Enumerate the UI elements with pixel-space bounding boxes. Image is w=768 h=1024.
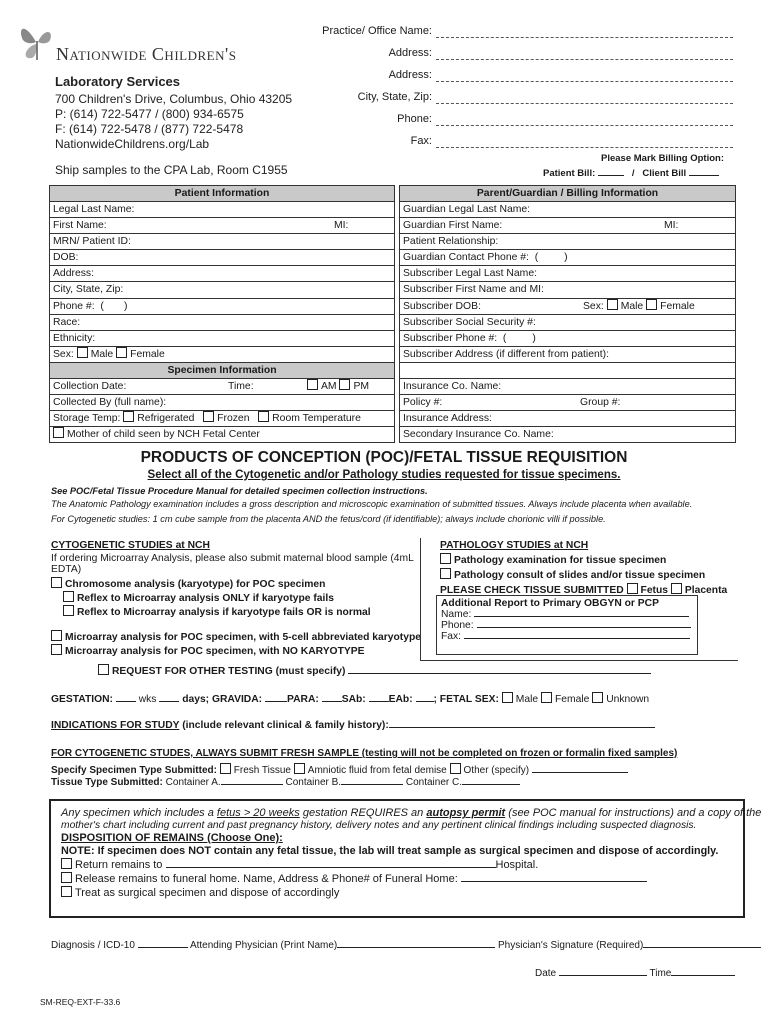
patient-bill-input[interactable] — [598, 175, 624, 176]
patient-relationship-field[interactable]: Patient Relationship: — [400, 234, 735, 250]
treat-surgical-option: Treat as surgical specimen and dispose of accordingly — [61, 886, 733, 899]
fetus-checkbox[interactable] — [627, 583, 638, 594]
subscriber-dob-field[interactable]: Subscriber DOB: Sex: Male Female — [400, 299, 735, 315]
practice-label: Practice/ Office Name: — [322, 25, 432, 37]
billing-prompt: Please Mark Billing Option: — [601, 153, 724, 164]
city-label: City, State, Zip: — [357, 91, 432, 103]
fax-input[interactable] — [436, 147, 733, 148]
signature-input[interactable] — [643, 947, 761, 948]
patient-bill-label: Patient Bill: — [543, 168, 596, 179]
time-input[interactable] — [671, 975, 735, 976]
other-specify-checkbox[interactable] — [450, 763, 461, 774]
diagnosis-input[interactable] — [138, 947, 188, 948]
container-c-input[interactable] — [462, 784, 520, 785]
ethnicity-field[interactable]: Ethnicity: — [50, 331, 394, 347]
additional-report-title: Additional Report to Primary OBGYN or PCP — [441, 598, 659, 609]
refrigerated-checkbox[interactable] — [123, 411, 134, 422]
logo — [16, 18, 256, 68]
tissue-check-option: PLEASE CHECK TISSUE SUBMITTED Fetus Placenta — [440, 585, 728, 596]
gravida-input[interactable] — [265, 701, 287, 702]
container-b-input[interactable] — [341, 784, 403, 785]
address-label: Address: — [388, 47, 432, 59]
micro5-option: Microarray analysis for POC specimen, with 5-cell abbreviated karyotype — [51, 630, 431, 643]
autopsy-box — [49, 799, 762, 918]
additional-report-box — [436, 595, 698, 655]
guardian-first-name-field[interactable]: Guardian First Name: MI: — [400, 218, 735, 234]
lab-services-title: Laboratory Services — [55, 74, 181, 89]
fax-label: Fax: — [410, 135, 432, 147]
microarray-note: If ordering Microarray Analysis, please also submit maternal blood sample (4mL EDTA) — [51, 553, 414, 575]
fresh-sample-note: FOR CYTOGENETIC STUDES, ALWAYS SUBMIT FRESH SAMPLE (testing will not be completed on frozen or formalin fixed samples) — [51, 748, 678, 759]
form-id: SM-REQ-EXT-F-33.6 — [40, 997, 121, 1007]
wks-input[interactable] — [116, 701, 136, 702]
lab-phone: P: (614) 722-5477 / (800) 934-6575 — [55, 107, 244, 121]
reflex1-checkbox[interactable] — [63, 591, 74, 602]
billing-options: Patient Bill: / Client Bill — [543, 168, 719, 179]
anatomic-note: The Anatomic Pathology examination includes a gross description and microscopic examination of submitted tissues. Always include placenta when available. — [51, 499, 693, 509]
collected-by-field[interactable]: Collected By (full name): — [50, 395, 394, 411]
subscriber-last-name-field[interactable]: Subscriber Legal Last Name: — [400, 266, 735, 282]
legal-last-name-field[interactable]: Legal Last Name: — [50, 202, 394, 218]
phone-input[interactable] — [436, 125, 733, 126]
lab-fax: F: (614) 722-5478 / (877) 722-5478 — [55, 122, 244, 136]
disposition-note: NOTE: If specimen does NOT contain any fetal tissue, the lab will treat sample as surgical specimen and dispose of accordingly. — [61, 845, 719, 857]
footer-signature-row: Diagnosis / ICD-10 Attending Physician (Print Name) Physician's Signature (Required) — [51, 940, 761, 951]
butterfly-logo-icon — [16, 18, 58, 66]
path-consult-checkbox[interactable] — [440, 568, 451, 579]
fetal-male-checkbox[interactable] — [502, 692, 513, 703]
report-fax-field[interactable]: Fax: — [441, 631, 693, 642]
chromosome-option: Chromosome analysis (karyotype) for POC specimen — [51, 577, 431, 590]
address2-label: Address: — [388, 69, 432, 81]
insurance-name-field[interactable]: Insurance Co. Name: — [400, 379, 735, 395]
reflex2-checkbox[interactable] — [63, 605, 74, 616]
request-other-checkbox[interactable] — [98, 664, 109, 675]
phone-label: Phone: — [397, 113, 432, 125]
attending-input[interactable] — [337, 947, 495, 948]
return-hospital-input[interactable] — [166, 867, 496, 868]
form-title: PRODUCTS OF CONCEPTION (POC)/FETAL TISSUE REQUISITION — [140, 449, 628, 466]
mother-fetal-center-field: Mother of child seen by NCH Fetal Center — [50, 427, 394, 443]
fresh-tissue-checkbox[interactable] — [220, 763, 231, 774]
autopsy-line2: mother's chart including current and past pregnancy history, delivery notes and any pertinent clinical findings including suspected diagnosis. — [61, 820, 697, 831]
am-checkbox[interactable] — [307, 379, 318, 390]
autopsy-line1: Any specimen which includes a fetus > 20 weeks gestation REQUIRES an autopsy permit (see POC manual for instructions) and a copy of the — [61, 807, 762, 819]
mother-fetal-center-checkbox[interactable] — [53, 427, 64, 438]
footer-date-row: Date Time — [535, 968, 735, 979]
other-specify-input[interactable] — [532, 772, 628, 773]
lab-address: 700 Children's Drive, Columbus, Ohio 43205 — [55, 92, 293, 106]
amniotic-checkbox[interactable] — [294, 763, 305, 774]
tissue-type-row: Tissue Type Submitted: Container A. Container B. Container C. — [51, 777, 520, 788]
return-remains-checkbox[interactable] — [61, 858, 72, 869]
patient-info-header: Patient Information — [50, 186, 394, 202]
guardian-billing-table — [399, 185, 736, 443]
para-input[interactable] — [322, 701, 342, 702]
cytogenetic-header: CYTOGENETIC STUDIES at NCH — [51, 540, 210, 551]
client-bill-label: Client Bill — [642, 168, 687, 179]
race-field[interactable]: Race: — [50, 315, 394, 331]
report-name-field[interactable]: Name: — [441, 609, 693, 620]
sab-input[interactable] — [369, 701, 389, 702]
return-remains-option: Return remains to Hospital. — [61, 858, 733, 871]
sex-female-checkbox[interactable] — [116, 347, 127, 358]
path-consult-option: Pathology consult of slides and/or tissue specimen — [440, 568, 740, 581]
pathology-section — [440, 540, 740, 596]
disposition-header: DISPOSITION OF REMAINS (Choose One): — [61, 832, 283, 844]
address2-input[interactable] — [436, 81, 733, 82]
placenta-checkbox[interactable] — [671, 583, 682, 594]
storage-temp-field: Storage Temp: Refrigerated Frozen Room Temperature — [50, 411, 394, 427]
subscriber-address-field[interactable]: Subscriber Address (if different from patient): — [400, 347, 735, 363]
specimen-type-row: Specify Specimen Type Submitted: Fresh Tissue Amniotic fluid from fetal demise Other (specify) — [51, 763, 628, 776]
micro-no-checkbox[interactable] — [51, 644, 62, 655]
indications-input[interactable] — [389, 727, 655, 728]
sex-male-checkbox[interactable] — [77, 347, 88, 358]
patient-address-field[interactable]: Address: — [50, 266, 394, 282]
subscriber-phone-field[interactable]: Subscriber Phone #: ( ) — [400, 331, 735, 347]
eab-input[interactable] — [416, 701, 434, 702]
subscriber-ssn-field[interactable]: Subscriber Social Security #: — [400, 315, 735, 331]
chromosome-checkbox[interactable] — [51, 577, 62, 588]
report-phone-field[interactable]: Phone: — [441, 620, 693, 631]
patient-city-field[interactable]: City, State, Zip: — [50, 282, 394, 298]
request-other-testing: REQUEST FOR OTHER TESTING (must specify) — [98, 664, 651, 677]
practice-input[interactable] — [436, 37, 733, 38]
path-exam-option: Pathology examination for tissue specimen — [440, 553, 740, 566]
patient-phone-field[interactable]: Phone #: ( ) — [50, 299, 394, 315]
mrn-field[interactable]: MRN/ Patient ID: — [50, 234, 394, 250]
micro-no-option: Microarray analysis for POC specimen, with NO KARYOTYPE — [51, 644, 431, 657]
cyto-note: For Cytogenetic studies: 1 cm cube sample from the placenta AND the fetus/cord (if identifiable); always include chorionic villi if possible. — [51, 514, 606, 524]
funeral-home-input[interactable] — [461, 881, 647, 882]
lab-website: NationwideChildrens.org/Lab — [55, 137, 210, 151]
patient-sex-field: Sex: Male Female — [50, 347, 394, 363]
city-input[interactable] — [436, 103, 733, 104]
insurance-address-field[interactable]: Insurance Address: — [400, 411, 735, 427]
subscriber-address-line2[interactable] — [400, 363, 735, 379]
fetal-female-checkbox[interactable] — [541, 692, 552, 703]
reflex2-option: Reflex to Microarray analysis if karyotype fails OR is normal — [63, 605, 431, 618]
room-temp-checkbox[interactable] — [258, 411, 269, 422]
indications-row: INDICATIONS FOR STUDY (include relevant clinical & family history): — [51, 720, 655, 731]
pathology-header: PATHOLOGY STUDIES at NCH — [440, 540, 589, 551]
policy-field[interactable]: Policy #: Group #: — [400, 395, 735, 411]
path-exam-checkbox[interactable] — [440, 553, 451, 564]
pm-checkbox[interactable] — [339, 379, 350, 390]
request-other-input[interactable] — [348, 673, 651, 674]
section-divider — [420, 538, 421, 660]
fetal-unknown-checkbox[interactable] — [592, 692, 603, 703]
container-a-input[interactable] — [221, 784, 283, 785]
release-remains-option: Release remains to funeral home. Name, Address & Phone# of Funeral Home: — [61, 872, 733, 885]
micro5-checkbox[interactable] — [51, 630, 62, 641]
specimen-info-header: Specimen Information — [50, 363, 394, 379]
client-bill-input[interactable] — [689, 175, 719, 176]
guardian-billing-header: Parent/Guardian / Billing Information — [400, 186, 735, 202]
subscriber-first-name-field[interactable]: Subscriber First Name and MI: — [400, 282, 735, 298]
subscriber-male-checkbox[interactable] — [607, 299, 618, 310]
frozen-checkbox[interactable] — [203, 411, 214, 422]
form-subtitle: Select all of the Cytogenetic and/or Pathology studies requested for tissue specimens. — [147, 469, 621, 481]
section-divider-bottom — [420, 660, 738, 661]
secondary-insurance-field[interactable]: Secondary Insurance Co. Name: — [403, 429, 554, 441]
dob-field[interactable]: DOB: — [50, 250, 394, 266]
cytogenetic-section — [51, 540, 431, 657]
first-name-field[interactable]: First Name: MI: — [50, 218, 394, 234]
date-input[interactable] — [559, 975, 647, 976]
gestation-row: GESTATION: wks days; GRAVIDA: PARA: SAb: EAb: ; FETAL SEX: Male Female Unknown — [51, 694, 650, 705]
reflex1-option: Reflex to Microarray analysis ONLY if karyotype fails — [63, 591, 431, 604]
release-remains-checkbox[interactable] — [61, 872, 72, 883]
logo-text: Nationwide Children's — [56, 44, 237, 64]
days-input[interactable] — [159, 701, 179, 702]
patient-info-table — [49, 185, 395, 443]
address-input[interactable] — [436, 59, 733, 60]
collection-date-field[interactable]: Collection Date: Time: AM PM — [50, 379, 394, 395]
manual-note: See POC/Fetal Tissue Procedure Manual for detailed specimen collection instructions. — [51, 486, 428, 496]
treat-surgical-checkbox[interactable] — [61, 886, 72, 897]
guardian-contact-phone-field[interactable]: Guardian Contact Phone #: ( ) — [400, 250, 735, 266]
subscriber-female-checkbox[interactable] — [646, 299, 657, 310]
ship-note: Ship samples to the CPA Lab, Room C1955 — [55, 163, 288, 177]
guardian-last-name-field[interactable]: Guardian Legal Last Name: — [400, 202, 735, 218]
